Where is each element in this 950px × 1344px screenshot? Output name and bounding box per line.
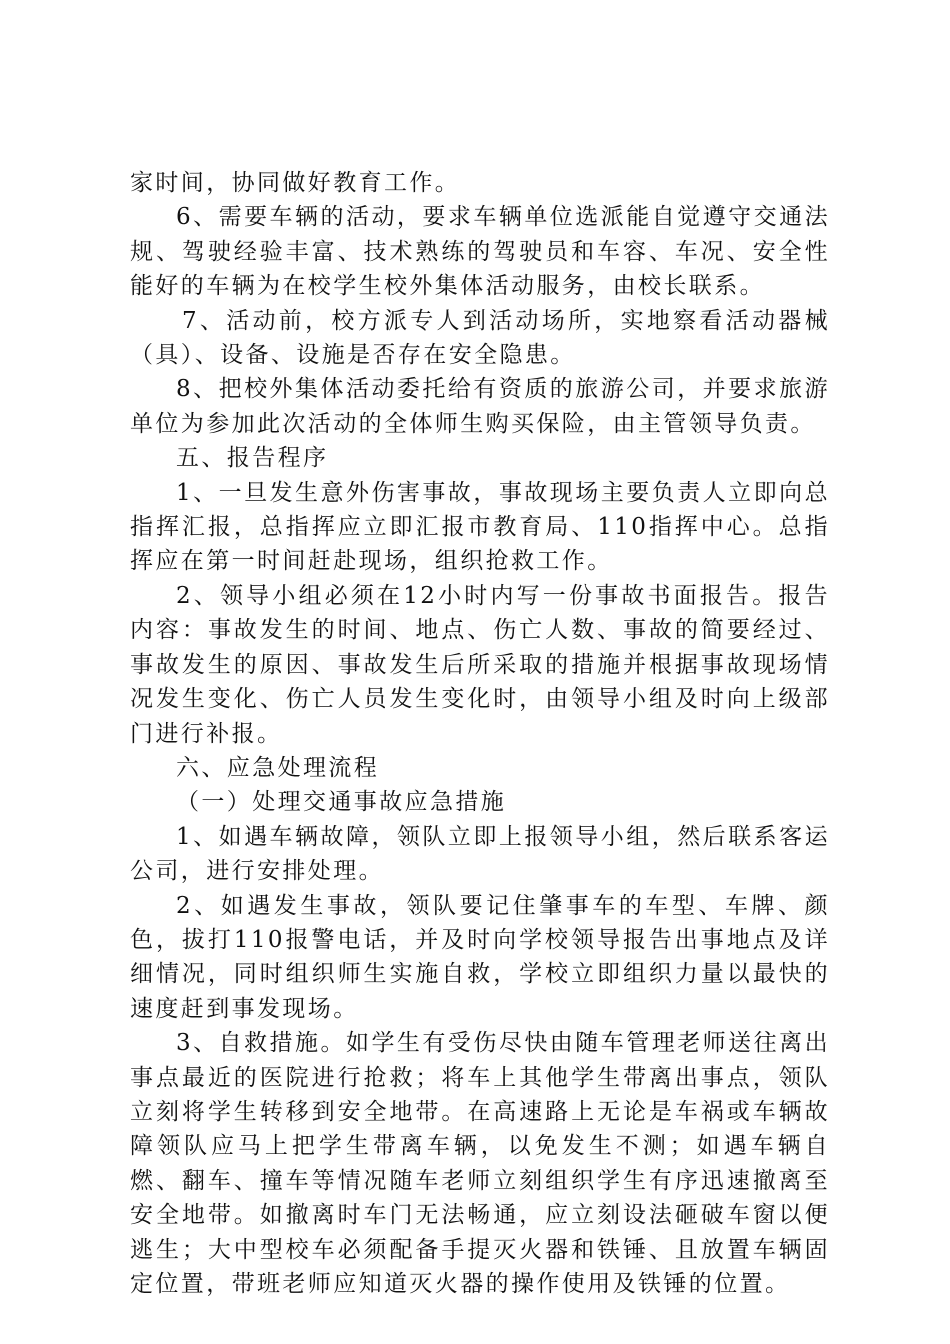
paragraph-traffic-2: 2、如遇发生事故，领队要记住肇事车的车型、车牌、颜色，拔打110报警电话，并及时向学校领导报告出事地点及详细情况，同时组织师生实施自救，学校立即组织力量以最快的速度赶到事发现场。 [130,892,830,1022]
document-body [130,166,830,1301]
section-heading-report: 五、报告程序 [176,445,329,472]
paragraph-traffic-3: 3、自救措施。如学生有受伤尽快由随车管理老师送往离出事点最近的医院进行抢救；将车上其他学生带离出事点，领队立刻将学生转移到安全地带。在高速路上无论是车祸或车辆故障领队应马上把学生带离车辆，以免发生不测；如遇车辆自燃、翻车、撞车等情况随车老师立刻组织学生有序迅速撤离至安全地带。如撤离时车门无法畅通，应立刻设法砸破车窗以便逃生；大中型校车必须配备手提灭火器和铁锤、且放置车辆固定位置，带班老师应知道灭火器的操作使用及铁锤的位置。 [130,1030,830,1297]
paragraph-report-1: 1、一旦发生意外伤害事故，事故现场主要负责人立即向总指挥汇报，总指挥应立即汇报市教育局、110指挥中心。总指挥应在第一时间赶赴现场，组织抢救工作。 [130,479,830,575]
paragraph-traffic-1: 1、如遇车辆故障，领队立即上报领导小组，然后联系客运公司，进行安排处理。 [130,823,830,885]
subsection-heading-traffic: （一）处理交通事故应急措施 [176,789,507,816]
paragraph-item-8: 8、把校外集体活动委托给有资质的旅游公司，并要求旅游单位为参加此次活动的全体师生购买保险，由主管领导负责。 [130,376,830,437]
section-heading-emergency: 六、应急处理流程 [176,754,380,781]
paragraph-continuation: 家时间，协同做好教育工作。 [130,170,461,196]
paragraph-report-2: 2、领导小组必须在12小时内写一份事故书面报告。报告内容：事故发生的时间、地点、伤亡人数、事故的简要经过、事故发生的原因、事故发生后所采取的措施并根据事故现场情况发生变化、伤亡人员发生变化时，由领导小组及时向上级部门进行补报。 [130,582,830,747]
paragraph-item-6: 6、需要车辆的活动，要求车辆单位选派能自觉遵守交通法规、驾驶经验丰富、技术熟练的驾驶员和车容、车况、安全性能好的车辆为在校学生校外集体活动服务，由校长联系。 [130,204,830,300]
paragraph-item-7: 7、活动前，校方派专人到活动场所，实地察看活动器械（具）、设备、设施是否存在安全隐患。 [130,307,830,369]
